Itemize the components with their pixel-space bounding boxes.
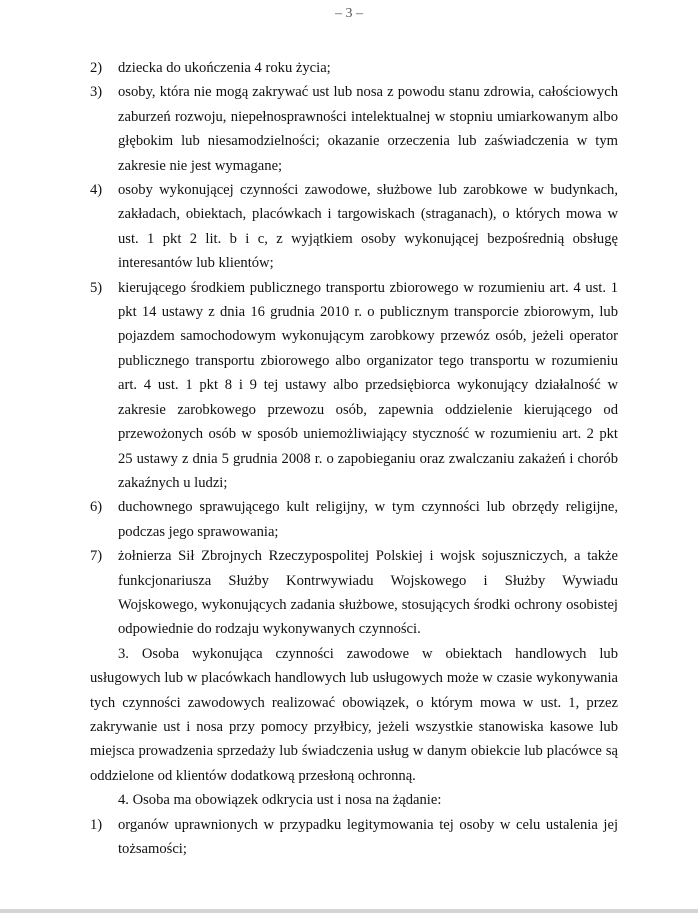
list-item-text: kierującego środkiem publicznego transportu zbiorowego w rozumieniu art. 4 ust. 1 pkt 14 ustawy z dnia 16 grudnia 2010 r. o publicznym transporcie zbiorowym, lub pojazdem samochodowym wykonującym zarobkowy przewóz osób, jeżeli operator publicznego transportu zbiorowego albo organizator tego transportu w rozumieniu art. 4 ust. 1 pkt 8 i 9 tej ustawy albo przedsiębiorca wykonujący działalność w zakresie zarobkowego przewozu osób, zapewnia oddzielenie kierującego od przewożonych osób w sposób uniemożliwiający styczność w rozumieniu art. 2 pkt 25 ustawy z dnia 5 grudnia 2008 r. o zapobieganiu oraz zwalczaniu zakażeń i chorób zakaźnych u ludzi;	[118, 279, 618, 491]
list-item-text: żołnierza Sił Zbrojnych Rzeczypospolitej Polskiej i wojsk sojuszniczych, a także funkcjonariusza Służby Kontrwywiadu Wojskowego i Służby Wywiadu Wojskowego, wykonujących zadania służbowe, stosujących środki ochrony osobistej odpowiednie do rodzaju wykonywanych czynności.	[118, 548, 618, 638]
list-item-number: 5)	[90, 279, 103, 296]
list-item	[90, 813, 618, 862]
list-item-text: duchownego sprawującego kult religijny, w tym czynności lub obrzędy religijne, podczas jego sprawowania;	[118, 499, 618, 540]
list-item-number: 3)	[90, 84, 103, 101]
page-bottom-border	[0, 909, 698, 913]
list-item-text: osoby wykonującej czynności zawodowe, służbowe lub zarobkowe w budynkach, zakładach, obiektach, placówkach i targowiskach (straganach), o których mowa w ust. 1 pkt 2 lit. b i c, z wyjątkiem osoby wykonującej bezpośrednią obsługę interesantów lub klientów;	[118, 182, 618, 272]
paragraph-3: 3. Osoba wykonująca czynności zawodowe w obiektach handlowych lub usługowych lub w placówkach handlowych lub usługowych może w czasie wykonywania tych czynności zawodowych realizować obowiązek, o którym mowa w ust. 1, przez zakrywanie ust i nosa przy pomocy przyłbicy, jeżeli wszystkie stanowiska kasowe lub miejsca prowadzenia sprzedaży lub świadczenia usług w danym obiekcie lub placówce są oddzielone od klientów dodatkową przesłoną ochronną.	[90, 645, 618, 784]
list-item-number: 7)	[90, 548, 103, 565]
list-item-text: osoby, która nie mogą zakrywać ust lub nosa z powodu stanu zdrowia, całościowych zaburzeń rozwoju, niepełnosprawności intelektualnej w stopniu umiarkowanym albo głębokim lub niesamodzielności; okazanie orzeczenia lub zaświadczenia w tym zakresie nie jest wymagane;	[118, 84, 618, 174]
paragraph-4: 4. Osoba ma obowiązek odkrycia ust i nosa na żądanie:	[118, 792, 442, 809]
list-item	[90, 178, 618, 276]
list-item-number: 6)	[90, 499, 103, 516]
list-item	[90, 544, 618, 642]
list-item	[90, 276, 618, 496]
document-body	[90, 56, 618, 861]
list-item-text: organów uprawnionych w przypadku legitymowania tej osoby w celu ustalenia jej tożsamości;	[118, 816, 618, 857]
page-number: – 3 –	[335, 6, 363, 21]
list-item-text: dziecka do ukończenia 4 roku życia;	[118, 60, 331, 76]
list-item	[90, 56, 618, 80]
list-item-number: 1)	[90, 816, 103, 833]
list-item-number: 4)	[90, 182, 103, 199]
list-item	[90, 80, 618, 178]
list-item-number: 2)	[90, 60, 103, 76]
list-item	[90, 495, 618, 544]
